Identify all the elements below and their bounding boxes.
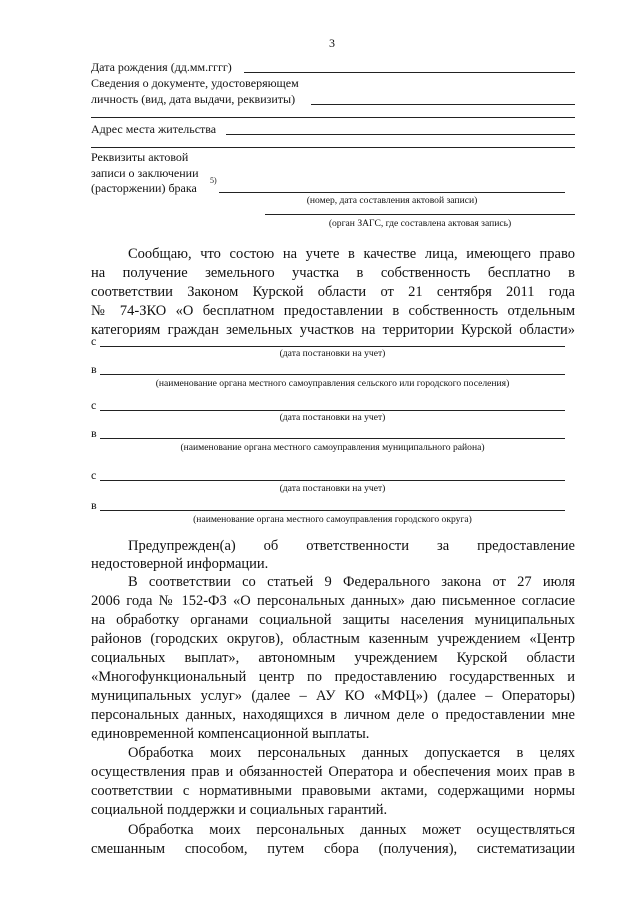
warning-line: недостоверной информации. <box>91 556 269 572</box>
statement-line: соответствии Законом Курской области от 21 сентября 2011 года <box>91 284 575 300</box>
statement-line: Сообщаю, что состою на учете в качестве лица, имеющего право <box>128 246 575 262</box>
consent-line: районов (городских округов), областным казенным учреждением «Центр <box>91 631 575 647</box>
registration-date-prefix: с <box>91 468 97 482</box>
act-record-label-line1: Реквизиты актовой <box>91 150 189 164</box>
registry-office-caption: (орган ЗАГС, где составлена актовая запись) <box>328 218 512 229</box>
processing-line: смешанным способом, путем сбора (получения), систематизации <box>91 841 575 857</box>
registration-org-field[interactable] <box>100 438 565 439</box>
registry-office-field[interactable] <box>265 214 575 215</box>
statement-line: № 74-ЗКО «О бесплатном предоставлении в собственность отдельным <box>91 303 575 319</box>
consent-line: персональных данных, находящихся в личном деле о предоставлении мне <box>91 707 575 723</box>
registration-date-caption: (дата постановки на учет) <box>279 483 386 494</box>
consent-line: социальных выплат», автономным учреждением Курской области <box>91 650 575 666</box>
address-field-continuation[interactable] <box>91 147 575 148</box>
act-record-label-line3: (расторжении) брака <box>91 181 197 195</box>
registration-date-field[interactable] <box>100 480 565 481</box>
registration-org-caption: (наименование органа местного самоуправления муниципального района) <box>180 442 485 453</box>
registration-org-caption: (наименование органа местного самоуправления городского округа) <box>193 514 472 525</box>
address-label: Адрес места жительства <box>91 122 217 136</box>
document-field-continuation[interactable] <box>91 117 575 118</box>
consent-line: единовременной компенсационной выплаты. <box>91 726 370 742</box>
processing-line: Обработка моих персональных данных допускается в целях <box>128 745 575 761</box>
registration-org-field[interactable] <box>100 374 565 375</box>
document-label-line2: личность (вид, дата выдачи, реквизиты) <box>91 92 296 106</box>
statement-line: на получение земельного участка в собственность бесплатно в <box>91 265 575 281</box>
birth-date-field[interactable] <box>244 72 575 73</box>
address-field[interactable] <box>226 134 575 135</box>
registration-date-prefix: с <box>91 334 97 348</box>
registration-date-caption: (дата постановки на учет) <box>279 348 386 359</box>
act-record-label-line2: записи о заключении <box>91 166 199 180</box>
act-record-number-caption: (номер, дата составления актовой записи) <box>306 195 478 206</box>
processing-line: осуществления прав и обязанностей Оператора и обеспечения моих прав в <box>91 764 575 780</box>
registration-date-prefix: с <box>91 398 97 412</box>
consent-line: 2006 года № 152-ФЗ «О персональных данных» даю письменное согласие <box>91 593 575 609</box>
processing-line: Обработка моих персональных данных может осуществляться <box>128 822 575 838</box>
processing-line: соответствии с нормативными правовыми актами, содержащими нормы <box>91 783 575 799</box>
registration-org-prefix: в <box>91 498 97 512</box>
registration-date-field[interactable] <box>100 410 565 411</box>
consent-line: на обработку органами социальной защиты населения муниципальных <box>91 612 575 628</box>
consent-line: В соответствии со статьей 9 Федерального закона от 27 июля <box>128 574 575 590</box>
processing-line: социальной поддержки и социальных гарантий. <box>91 802 388 818</box>
registration-org-prefix: в <box>91 426 97 440</box>
footnote-marker: 5) <box>210 176 217 185</box>
registration-org-caption: (наименование органа местного самоуправления сельского или городского поселения) <box>155 378 510 389</box>
registration-date-caption: (дата постановки на учет) <box>279 412 386 423</box>
document-field[interactable] <box>311 104 575 105</box>
act-record-number-field[interactable] <box>219 192 565 193</box>
registration-date-field[interactable] <box>100 346 565 347</box>
page-number: 3 <box>329 36 335 50</box>
birth-date-label: Дата рождения (дд.мм.гггг) <box>91 60 232 74</box>
warning-line: Предупрежден(а) об ответственности за предоставление <box>128 538 575 554</box>
consent-line: «Многофункциональный центр по предоставлению государственных и <box>91 669 575 685</box>
document-label-line1: Сведения о документе, удостоверяющем <box>91 76 299 90</box>
registration-org-prefix: в <box>91 362 97 376</box>
statement-line: категориям граждан земельных участков на территории Курской области» <box>91 322 575 338</box>
registration-org-field[interactable] <box>100 510 565 511</box>
consent-line: муниципальных услуг» (далее – АУ КО «МФЦ») (далее – Операторы) <box>91 688 575 704</box>
